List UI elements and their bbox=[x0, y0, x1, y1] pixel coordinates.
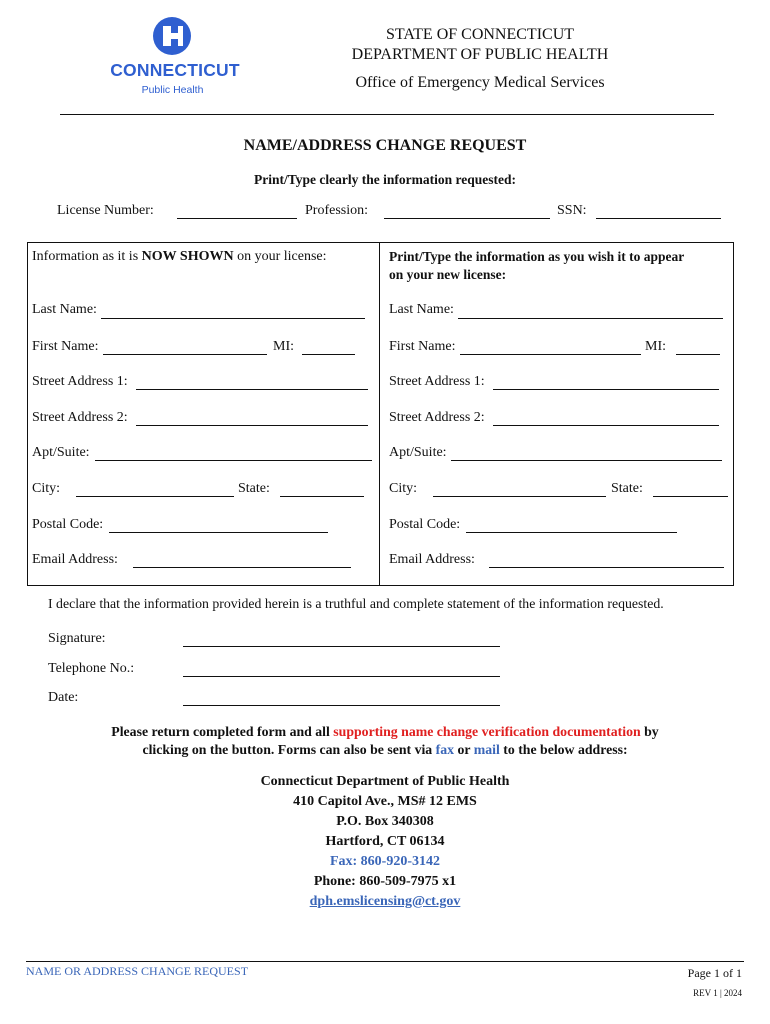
new-postal-field[interactable] bbox=[466, 516, 677, 533]
return-instructions-line2 bbox=[0, 742, 770, 758]
new-mi-label: MI: bbox=[645, 339, 666, 354]
verification-docs-link[interactable]: supporting name change verification documentation bbox=[333, 724, 641, 739]
new-email-field[interactable] bbox=[489, 551, 724, 568]
footer-form-name: NAME OR ADDRESS CHANGE REQUEST bbox=[26, 964, 249, 978]
current-heading-bold: NOW SHOWN bbox=[141, 249, 234, 264]
footer-revision: REV 1 | 2024 bbox=[693, 988, 742, 998]
current-apt-field[interactable] bbox=[95, 444, 372, 461]
telephone-label: Telephone No.: bbox=[48, 661, 135, 676]
address-city: Hartford, CT 06134 bbox=[325, 834, 445, 849]
new-postal-label: Postal Code: bbox=[389, 517, 461, 532]
profession-field[interactable] bbox=[384, 202, 550, 219]
date-field[interactable] bbox=[183, 689, 500, 706]
current-heading-pre: Information as it is bbox=[32, 249, 142, 264]
form-instructions: Print/Type clearly the information requested: bbox=[254, 172, 516, 187]
table-divider bbox=[379, 242, 380, 586]
current-street1-label: Street Address 1: bbox=[32, 374, 128, 389]
current-state-field[interactable] bbox=[280, 480, 364, 497]
ssn-field[interactable] bbox=[596, 202, 721, 219]
current-first-name-field[interactable] bbox=[103, 338, 267, 355]
address-street: 410 Capitol Ave., MS# 12 EMS bbox=[293, 794, 477, 809]
current-email-label: Email Address: bbox=[32, 552, 118, 567]
return-text-2e: to the below address: bbox=[499, 742, 628, 757]
return-text-2c: or bbox=[454, 742, 474, 757]
new-info-heading-line2: on your new license: bbox=[389, 267, 507, 282]
return-text-2a: clicking on the button. Forms can also be sent via bbox=[142, 742, 436, 757]
new-state-label: State: bbox=[611, 481, 643, 496]
current-last-name-label: Last Name: bbox=[32, 302, 97, 317]
footer-page-number: Page 1 of 1 bbox=[687, 966, 742, 980]
new-street1-field[interactable] bbox=[493, 373, 719, 390]
current-email-field[interactable] bbox=[133, 551, 351, 568]
ssn-label: SSN: bbox=[557, 203, 587, 218]
new-mi-field[interactable] bbox=[676, 338, 720, 355]
current-street1-field[interactable] bbox=[136, 373, 368, 390]
license-number-field[interactable] bbox=[177, 202, 297, 219]
address-pobox: P.O. Box 340308 bbox=[336, 814, 434, 829]
current-city-field[interactable] bbox=[76, 480, 234, 497]
new-street2-label: Street Address 2: bbox=[389, 410, 485, 425]
current-street2-label: Street Address 2: bbox=[32, 410, 128, 425]
current-first-name-label: First Name: bbox=[32, 339, 99, 354]
logo-subtitle: Public Health bbox=[141, 84, 204, 96]
current-heading-post: on your license: bbox=[233, 249, 327, 264]
fax-link[interactable]: fax bbox=[435, 742, 455, 757]
current-mi-label: MI: bbox=[273, 339, 294, 354]
new-city-label: City: bbox=[389, 481, 418, 496]
declaration-text: I declare that the information provided herein is a truthful and complete statement of the information requested. bbox=[48, 596, 664, 611]
current-mi-field[interactable] bbox=[302, 338, 355, 355]
profession-label: Profession: bbox=[305, 203, 368, 218]
current-last-name-field[interactable] bbox=[101, 302, 365, 319]
new-street1-label: Street Address 1: bbox=[389, 374, 485, 389]
current-postal-field[interactable] bbox=[109, 516, 328, 533]
new-apt-field[interactable] bbox=[451, 444, 722, 461]
current-postal-label: Postal Code: bbox=[32, 517, 104, 532]
current-city-label: City: bbox=[32, 481, 61, 496]
telephone-field[interactable] bbox=[183, 660, 500, 677]
current-apt-label: Apt/Suite: bbox=[32, 445, 90, 460]
return-text-a: Please return completed form and all bbox=[111, 724, 334, 739]
current-state-label: State: bbox=[238, 481, 270, 496]
date-label: Date: bbox=[48, 690, 79, 705]
new-info-heading-line1: Print/Type the information as you wish it to appear bbox=[389, 249, 685, 264]
signature-label: Signature: bbox=[48, 631, 106, 646]
new-city-field[interactable] bbox=[433, 480, 606, 497]
new-first-name-field[interactable] bbox=[460, 338, 641, 355]
office-title: Office of Emergency Medical Services bbox=[355, 74, 605, 91]
address-phone: Phone: 860-509-7975 x1 bbox=[313, 874, 457, 889]
return-instructions-line1 bbox=[0, 724, 770, 740]
form-title: NAME/ADDRESS CHANGE REQUEST bbox=[243, 137, 527, 154]
email-link[interactable]: dph.emslicensing@ct.gov bbox=[309, 894, 461, 909]
signature-field[interactable] bbox=[183, 630, 500, 647]
department-title: DEPARTMENT OF PUBLIC HEALTH bbox=[351, 46, 609, 63]
address-fax: Fax: 860-920-3142 bbox=[329, 854, 441, 869]
current-info-heading bbox=[32, 249, 327, 265]
new-email-label: Email Address: bbox=[389, 552, 475, 567]
mail-link[interactable]: mail bbox=[473, 742, 500, 757]
license-number-label: License Number: bbox=[57, 203, 154, 218]
new-apt-label: Apt/Suite: bbox=[389, 445, 447, 460]
new-state-field[interactable] bbox=[653, 480, 728, 497]
header-divider bbox=[60, 114, 714, 115]
address-org: Connecticut Department of Public Health bbox=[260, 774, 510, 789]
logo-wordmark: CONNECTICUT bbox=[110, 60, 240, 80]
new-first-name-label: First Name: bbox=[389, 339, 456, 354]
current-street2-field[interactable] bbox=[136, 409, 368, 426]
new-street2-field[interactable] bbox=[493, 409, 719, 426]
new-last-name-field[interactable] bbox=[458, 302, 723, 319]
return-text-c: by bbox=[640, 724, 659, 739]
ct-logo-icon bbox=[100, 12, 250, 62]
new-last-name-label: Last Name: bbox=[389, 302, 454, 317]
state-title: STATE OF CONNECTICUT bbox=[385, 26, 575, 43]
footer-divider bbox=[26, 961, 744, 962]
